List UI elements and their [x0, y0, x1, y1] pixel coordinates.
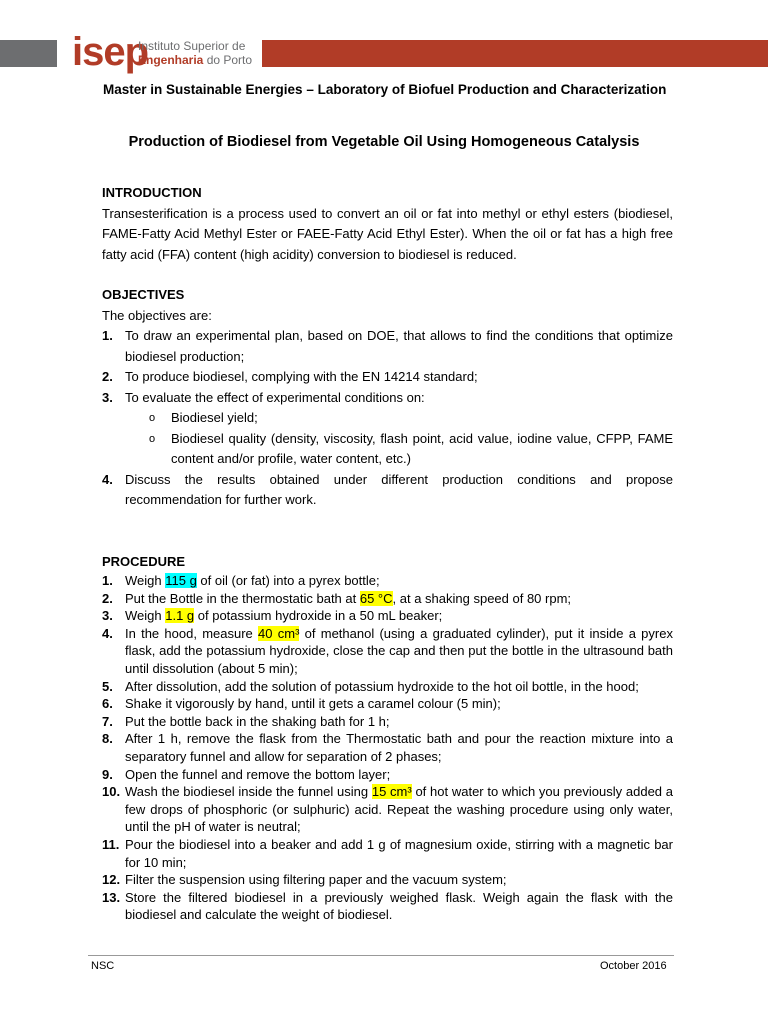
footer-author: NSC: [91, 960, 115, 972]
sub-item-text: Biodiesel quality (density, viscosity, flash point, acid value, iodine value, CFPP, FAME content and/or profile, water content, etc.): [171, 430, 673, 466]
list-item: [102, 625, 673, 678]
sub-item-text: Biodiesel yield;: [171, 410, 258, 425]
item-text: of methanol (using a graduated cylinder), put it inside a pyrex flask, add the potassium hydroxide, close the cap and then put the bottle in the ultrasound bath until dissolution (about 5 min);: [125, 625, 673, 676]
course-header: Master in Sustainable Energies – Laboratory of Biofuel Production and Characterization: [103, 82, 667, 97]
item-text: To draw an experimental plan, based on DOE, that allows to find the conditions that optimize biodiesel production;: [125, 328, 673, 364]
item-text: Shake it vigorously by hand, until it gets a caramel colour (5 min);: [125, 696, 501, 712]
highlight-value: 40 cm³: [258, 625, 300, 641]
introduction-heading: INTRODUCTION: [102, 185, 202, 200]
item-text: Wash the biodiesel inside the funnel using: [125, 784, 372, 800]
item-number: 7.: [102, 713, 113, 729]
list-item: [102, 590, 673, 608]
list-item: [102, 836, 673, 871]
footer-date: October 2016: [600, 960, 667, 972]
item-number: 11.: [102, 836, 120, 852]
item-number: 8.: [102, 731, 113, 747]
item-text: After 1 h, remove the flask from the Thermostatic bath and pour the reaction mixture into a separatory funnel and allow for separation of 2 phases;: [125, 731, 673, 764]
logo-line-1: Instituto Superior de: [138, 39, 246, 53]
objectives-intro: The objectives are:: [102, 307, 212, 323]
item-number: 2.: [102, 369, 113, 384]
introduction-text: Transesterification is a process used to convert an oil or fat into methyl or ethyl esters (biodiesel, FAME-Fatty Acid Methyl Ester or FAEE-Fatty Acid Ethyl Ester). When the oil or fat has a high free fatty acid (FFA) content (high acidity) conversion to biodiesel is reduced.: [102, 205, 673, 262]
item-number: 4.: [102, 625, 113, 641]
item-text: Pour the biodiesel into a beaker and add 1 g of magnesium oxide, stirring with a magnetic bar for 10 min;: [125, 836, 673, 870]
list-item: [102, 783, 673, 836]
item-number: 3.: [102, 389, 113, 405]
header-bar-gray: [0, 40, 57, 67]
list-item: [102, 695, 673, 713]
list-item: [102, 388, 673, 409]
item-text: of oil (or fat) into a pyrex bottle;: [196, 573, 380, 588]
item-text: Open the funnel and remove the bottom layer;: [125, 766, 391, 782]
item-number: 13.: [102, 889, 121, 905]
logo-mark: isep: [72, 30, 149, 74]
logo-line-2-bold: Engenharia: [138, 53, 204, 67]
item-text: Put the bottle back in the shaking bath for 1 h;: [125, 713, 390, 729]
item-number: 5.: [102, 678, 113, 694]
item-number: 3.: [102, 608, 113, 624]
list-item: [102, 713, 673, 731]
list-item: [102, 766, 673, 784]
highlight-value: 1.1 g: [165, 608, 195, 624]
item-text: Filter the suspension using filtering paper and the vacuum system;: [125, 872, 507, 888]
item-text: of hot water to which you previously added a few drops of phosphoric (or sulphuric) acid. Repeat the washing procedure using only water, until the pH of water is neutral;: [125, 784, 673, 835]
list-item: [102, 572, 673, 590]
list-item: [102, 678, 673, 696]
list-item: [102, 607, 673, 625]
item-number: 12.: [102, 872, 121, 888]
objectives-heading: OBJECTIVES: [102, 287, 185, 302]
bullet-icon: o: [149, 412, 156, 424]
item-number: 6.: [102, 696, 113, 712]
item-text: Store the filtered biodiesel in a previously weighed flask. Weigh again the flask with the biodiesel and calculate the weight of biodiesel.: [125, 889, 673, 923]
procedure-heading: PROCEDURE: [102, 554, 186, 569]
header-bar-red: [262, 40, 768, 67]
logo-text: [138, 39, 252, 67]
objectives-section: [102, 285, 673, 511]
footer-divider: [88, 955, 674, 956]
item-number: 2.: [102, 590, 113, 606]
procedure-list: [102, 572, 673, 924]
list-item: [102, 730, 673, 765]
highlight-value: 15 cm³: [371, 784, 412, 800]
introduction-section: [102, 183, 673, 265]
list-item: [102, 470, 673, 511]
item-number: 1.: [102, 328, 113, 343]
item-text: Discuss the results obtained under different production conditions and propose recommendation for further work.: [125, 471, 673, 507]
list-item: [102, 326, 673, 367]
item-text: Weigh: [125, 573, 166, 588]
item-number: 9.: [102, 766, 113, 782]
list-item: [102, 367, 673, 388]
item-text: After dissolution, add the solution of potassium hydroxide to the hot oil bottle, in the hood;: [125, 678, 639, 694]
item-text: Weigh: [125, 608, 166, 624]
logo-line-2: [138, 53, 252, 67]
highlight-value: 115 g: [165, 573, 197, 588]
document-title: Production of Biodiesel from Vegetable Oil Using Homogeneous Catalysis: [128, 134, 640, 150]
item-number: 10.: [102, 784, 121, 800]
item-text: To evaluate the effect of experimental conditions on:: [125, 389, 425, 405]
procedure-section: [102, 552, 673, 924]
item-text: Put the Bottle in the thermostatic bath at: [125, 590, 360, 606]
highlight-value: 65 °C: [359, 590, 393, 606]
item-number: 1.: [102, 573, 113, 588]
item-text: , at a shaking speed of 80 rpm;: [392, 590, 572, 606]
list-item: [102, 889, 673, 924]
list-item: [102, 871, 673, 889]
item-text: To produce biodiesel, complying with the EN 14214 standard;: [125, 369, 478, 384]
sub-list-item: [149, 408, 673, 429]
item-text: In the hood, measure: [125, 625, 259, 641]
objectives-list-continued: [102, 470, 673, 511]
sub-list-item: [149, 429, 673, 470]
item-text: of potassium hydroxide in a 50 mL beaker;: [194, 608, 443, 624]
objectives-sublist: [102, 408, 673, 470]
objectives-list: [102, 326, 673, 408]
item-number: 4.: [102, 471, 113, 487]
logo-line-2-rest: do Porto: [203, 53, 253, 67]
bullet-icon: o: [149, 432, 156, 445]
